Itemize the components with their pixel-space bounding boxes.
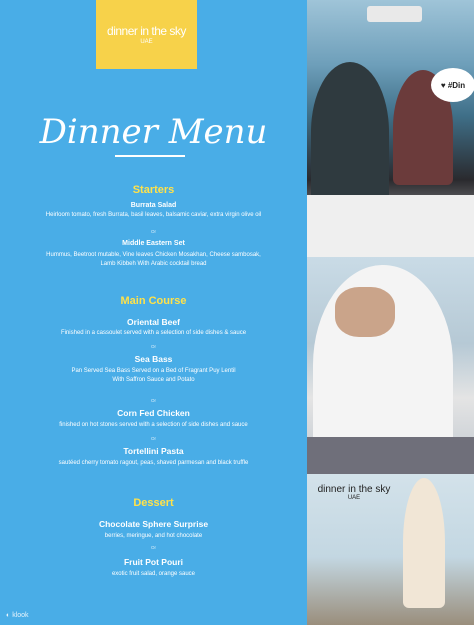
banner-main-text: dinner in the sky — [317, 484, 391, 495]
dish-description: Heirloom tomato, fresh Burrata, basil leaves, balsamic caviar, extra virgin olive oil — [45, 212, 262, 218]
klook-watermark — [6, 612, 29, 619]
dish-name: Middle Eastern Set — [122, 240, 185, 247]
heart-sign-prop: ♥ #Din — [431, 68, 474, 102]
klook-logo-icon: ◐ — [6, 612, 11, 619]
dish-name: Sea Bass — [134, 354, 173, 364]
banner-sub-text: UAE — [347, 495, 361, 501]
klook-watermark-text: klook — [12, 612, 29, 619]
section-heading-starters: Starters — [132, 184, 175, 196]
dish-name: Oriental Beef — [127, 317, 180, 327]
or-separator: Or — [151, 545, 156, 550]
dish-description: Pan Served Sea Bass Served on a Bed of Fragrant Puy Lentil — [71, 368, 236, 374]
dish-name: Tortellini Pasta — [123, 446, 184, 456]
photo-couple-selfie — [307, 0, 474, 257]
man-with-sunglasses — [311, 62, 389, 202]
dish-name: Burrata Salad — [130, 202, 177, 209]
photo-man-drinking — [307, 257, 474, 474]
dish-description: With Saffron Sauce and Potato — [112, 377, 195, 383]
dish-description: exotic fruit salad, orange sauce — [111, 571, 196, 577]
dish-name: Chocolate Sphere Surprise — [98, 519, 209, 529]
brand-logo — [96, 0, 197, 69]
woman-in-dress — [403, 478, 445, 608]
dinner-in-the-sky-banner — [309, 484, 399, 510]
dish-description: Lamb Kibbeh With Arabic cocktail bread — [100, 261, 207, 267]
logo-sub-text: UAE — [140, 39, 153, 45]
or-separator: Or — [151, 398, 156, 403]
dish-description: sautéed cherry tomato ragout, peas, shaved parmesan and black truffle — [58, 460, 249, 466]
section-heading-dessert: Dessert — [133, 497, 174, 509]
title-divider — [115, 155, 185, 157]
dish-name: Corn Fed Chicken — [117, 408, 190, 418]
or-separator: Or — [151, 436, 156, 441]
page-title: Dinner Menu — [39, 112, 268, 152]
table-with-glasses — [307, 437, 474, 474]
section-heading-main-course: Main Course — [120, 295, 187, 307]
dish-description: finished on hot stones served with a selection of side dishes and sauce — [59, 422, 248, 428]
or-separator: Or — [151, 344, 156, 349]
or-separator: Or — [151, 229, 156, 234]
city-building — [367, 6, 422, 22]
face — [335, 287, 395, 337]
photo-woman-beach — [307, 474, 474, 625]
dining-table — [307, 195, 474, 257]
dish-description: Finished in a cassoulet served with a selection of side dishes & sauce — [60, 330, 247, 336]
logo-main-text: dinner in the sky — [107, 24, 186, 38]
dish-description: Hummus, Beetroot mutable, Vine leaves Chicken Mosakhan, Cheese sambosak, — [46, 252, 261, 258]
dish-description: berries, meringue, and hot chocolate — [104, 533, 203, 539]
dish-name: Fruit Pot Pouri — [123, 557, 184, 567]
